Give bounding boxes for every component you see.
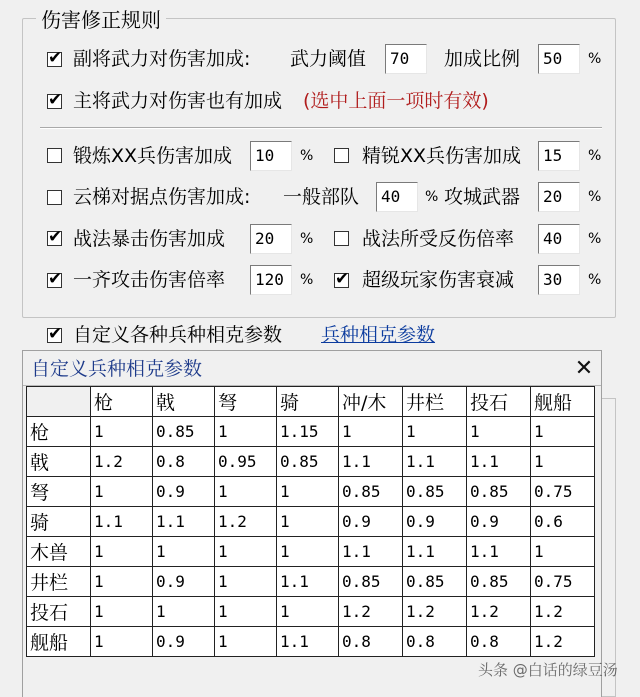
group-title: 伤害修正规则 [36,8,166,32]
grid-cell[interactable]: 1.1 [277,567,339,597]
check-mark-icon: ✔ [48,227,63,247]
bonus-ratio-label: 加成比例 [444,48,521,70]
percent-unit: % [300,148,314,164]
tactic-crit-checkbox[interactable] [47,227,63,247]
grid-cell[interactable]: 0.85 [153,417,215,447]
grid-cell[interactable]: 1.1 [339,447,403,477]
grid-cell[interactable]: 1 [215,627,277,657]
grid-cell[interactable]: 1.2 [339,597,403,627]
grid-cell[interactable]: 0.6 [531,507,595,537]
grid-cell[interactable]: 1 [215,567,277,597]
grid-cell[interactable]: 0.9 [467,507,531,537]
percent-unit: % [425,189,439,205]
grid-cell[interactable]: 0.9 [153,627,215,657]
background-panel [602,398,616,697]
vice-general-bonus-checkbox[interactable] [47,48,63,68]
super-player-input[interactable]: 30 [538,265,580,295]
tactic-crit-label: 战法暴击伤害加成 [73,228,226,250]
tactic-counter-label: 战法所受反伤倍率 [362,228,515,250]
grid-cell[interactable]: 0.75 [531,477,595,507]
column-header: 骑 [277,387,339,417]
grid-cell[interactable]: 1 [531,417,595,447]
grid-cell[interactable]: 0.8 [153,447,215,477]
normal-unit-input[interactable]: 40 [376,182,418,212]
row-header: 戟 [27,447,91,477]
percent-unit: % [588,272,602,288]
column-header: 戟 [153,387,215,417]
row-header: 投石 [27,597,91,627]
grid-cell[interactable]: 1 [277,537,339,567]
column-header: 弩 [215,387,277,417]
grid-cell[interactable]: 1 [91,567,153,597]
grid-cell[interactable]: 1.1 [403,537,467,567]
grid-cell[interactable]: 0.85 [467,567,531,597]
grid-cell[interactable]: 0.85 [403,567,467,597]
grid-cell[interactable]: 0.8 [339,627,403,657]
watermark: 头条 @白话的绿豆汤 [478,661,618,679]
percent-unit: % [300,272,314,288]
grid-cell[interactable]: 1 [403,417,467,447]
siege-weapon-label: 攻城武器 [444,186,521,208]
custom-counter-label: 自定义各种兵种相克参数 [73,324,283,346]
grid-cell[interactable]: 0.85 [339,477,403,507]
percent-unit: % [588,189,602,205]
grid-cell[interactable]: 0.85 [403,477,467,507]
row-header: 木兽 [27,537,91,567]
tactic-crit-input[interactable]: 20 [250,224,292,254]
grid-cell[interactable]: 1.1 [153,507,215,537]
grid-cell[interactable]: 1 [277,597,339,627]
window-title: 自定义兵种相克参数 [31,358,203,380]
grid-cell[interactable]: 1 [277,477,339,507]
grid-cell[interactable]: 0.85 [467,477,531,507]
grid-cell[interactable]: 1 [215,597,277,627]
row-header: 井栏 [27,567,91,597]
counter-params-window [22,350,602,697]
grid-cell[interactable]: 1.2 [403,597,467,627]
percent-unit: % [588,51,602,67]
grid-cell[interactable]: 1 [277,507,339,537]
grid-cell[interactable]: 0.9 [403,507,467,537]
table-row [27,567,595,597]
grid-cell[interactable]: 1 [215,417,277,447]
grid-cell[interactable]: 1 [215,537,277,567]
close-icon[interactable]: ✕ [574,356,594,381]
grid-cell[interactable]: 1.1 [403,447,467,477]
grid-cell[interactable]: 1 [91,477,153,507]
grid-cell[interactable]: 1 [91,417,153,447]
grid-cell[interactable]: 0.9 [153,567,215,597]
grid-cell[interactable]: 1.1 [467,537,531,567]
grid-cell[interactable]: 1.15 [277,417,339,447]
counter-params-link[interactable]: 兵种相克参数 [321,324,436,346]
force-threshold-input[interactable]: 70 [385,44,427,74]
tactic-counter-checkbox[interactable] [334,231,349,246]
column-header: 投石 [467,387,531,417]
grid-cell[interactable]: 1 [531,537,595,567]
check-mark-icon: ✔ [48,269,63,289]
table-row [27,477,595,507]
grid-cell[interactable]: 1.1 [339,537,403,567]
forge-bonus-checkbox[interactable] [47,148,62,163]
bonus-ratio-input[interactable]: 50 [538,44,580,74]
main-general-bonus-checkbox[interactable] [47,90,63,110]
column-header: 井栏 [403,387,467,417]
grid-cell[interactable]: 1.1 [277,627,339,657]
grid-cell[interactable]: 1.2 [215,507,277,537]
row-header: 枪 [27,417,91,447]
grid-cell[interactable]: 1 [215,477,277,507]
check-mark-icon: ✔ [48,324,63,344]
table-row [27,447,595,477]
forge-bonus-input[interactable]: 10 [250,141,292,171]
grid-corner [27,387,91,417]
grid-cell[interactable]: 0.8 [467,627,531,657]
elite-bonus-label: 精锐XX兵伤害加成 [362,145,522,167]
check-mark-icon: ✔ [335,269,350,289]
counter-grid [26,386,595,657]
table-row [27,417,595,447]
joint-attack-input[interactable]: 120 [250,265,292,295]
grid-cell[interactable]: 1 [467,417,531,447]
vice-general-bonus-label: 副将武力对伤害加成: [73,48,251,70]
grid-cell[interactable]: 1.2 [91,447,153,477]
grid-cell[interactable]: 1 [153,597,215,627]
super-player-checkbox[interactable] [334,269,350,289]
check-mark-icon: ✔ [48,48,63,68]
grid-cell[interactable]: 1 [153,537,215,567]
percent-unit: % [588,231,602,247]
grid-cell[interactable]: 1.2 [467,597,531,627]
grid-cell[interactable]: 0.85 [277,447,339,477]
grid-header-row [27,387,595,417]
main-general-bonus-note: (选中上面一项时有效) [303,90,489,112]
grid-cell[interactable]: 1.1 [467,447,531,477]
column-header: 舰船 [531,387,595,417]
custom-counter-checkbox[interactable] [47,324,63,344]
grid-cell[interactable]: 1.2 [531,597,595,627]
normal-unit-label: 一般部队 [283,186,360,208]
ladder-bonus-label: 云梯对据点伤害加成: [73,186,251,208]
row-header: 弩 [27,477,91,507]
grid-cell[interactable]: 1.2 [531,627,595,657]
column-header: 枪 [91,387,153,417]
percent-unit: % [588,148,602,164]
grid-cell[interactable]: 1 [339,417,403,447]
table-row [27,627,595,657]
row-header: 骑 [27,507,91,537]
column-header: 冲/木 [339,387,403,417]
main-general-bonus-label: 主将武力对伤害也有加成 [73,90,283,112]
ladder-bonus-checkbox[interactable] [47,190,62,205]
grid-cell[interactable]: 1 [91,537,153,567]
table-row [27,597,595,627]
elite-bonus-input[interactable]: 15 [538,141,580,171]
joint-attack-checkbox[interactable] [47,269,63,289]
row-header: 舰船 [27,627,91,657]
grid-cell[interactable]: 1 [91,627,153,657]
percent-unit: % [300,231,314,247]
grid-cell[interactable]: 1 [91,597,153,627]
force-threshold-label: 武力阈值 [290,48,367,70]
table-row [27,507,595,537]
grid-cell[interactable]: 0.9 [153,477,215,507]
forge-bonus-label: 锻炼XX兵伤害加成 [73,145,233,167]
grid-cell[interactable]: 0.95 [215,447,277,477]
siege-weapon-input[interactable]: 20 [538,182,580,212]
grid-cell[interactable]: 0.8 [403,627,467,657]
grid-cell[interactable]: 1.1 [91,507,153,537]
grid-cell[interactable]: 1 [531,447,595,477]
table-row [27,537,595,567]
super-player-label: 超级玩家伤害衰减 [362,269,515,291]
grid-cell[interactable]: 0.85 [339,567,403,597]
check-mark-icon: ✔ [48,90,63,110]
elite-bonus-checkbox[interactable] [334,148,349,163]
grid-cell[interactable]: 0.75 [531,567,595,597]
joint-attack-label: 一齐攻击伤害倍率 [73,269,226,291]
tactic-counter-input[interactable]: 40 [538,224,580,254]
separator [40,127,602,129]
grid-cell[interactable]: 0.9 [339,507,403,537]
